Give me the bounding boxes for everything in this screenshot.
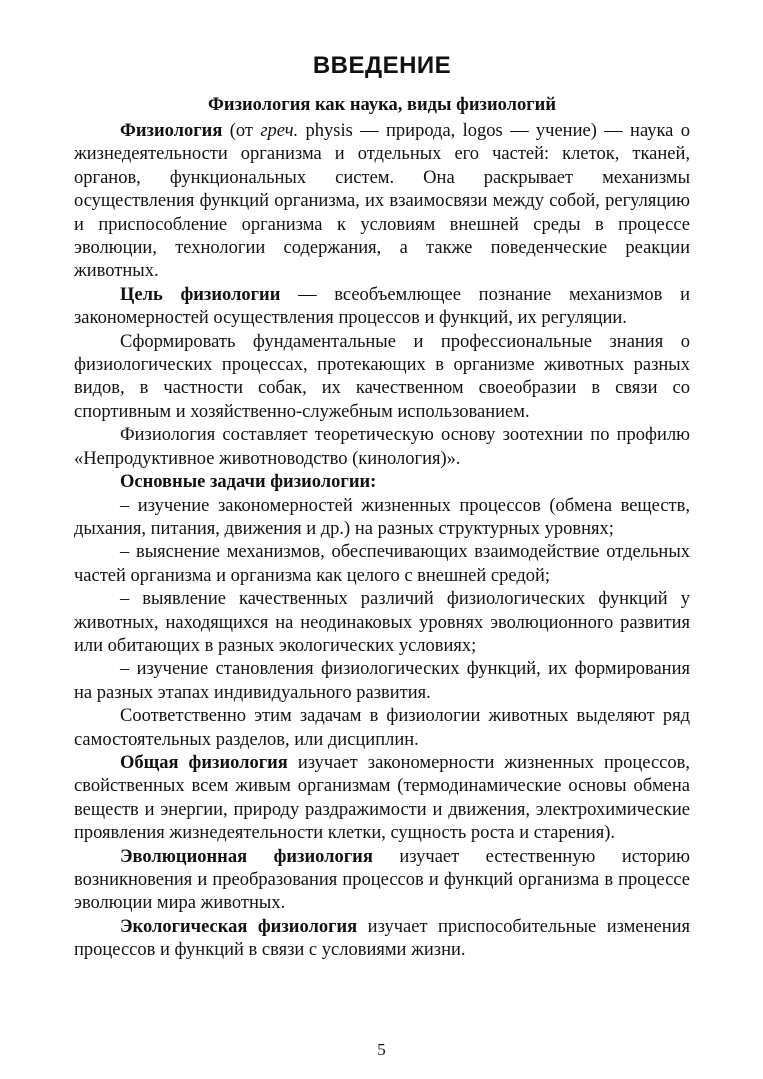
document-page (74, 52, 690, 963)
term-goal: Цель физиологии (120, 284, 281, 305)
text-span: изучает закономерности жизненных процессов, свойственных всем живым организмам (термодинамические основы обмена веществ и энергии, природу раздражимости и движения, электрохимические проявления жизнедеятельности клетки, сущность роста и старения). (74, 752, 690, 844)
section-subheading: Физиология как наука, виды физиологий (208, 95, 556, 115)
text-span: (от (222, 121, 261, 141)
text-span: physis — природа, logos — учение) — наука о жизнедеятельности организма и отдельных его частей: клеток, тканей, органов, функциональных систем. Она раскрывает механизмы осуществления функций организма, их взаимосвязи между собой, регуляцию и приспособление организма к условиям внешней среды в процессе эволюции, технологии содержания, а также поведенческие реакции животных. (74, 121, 690, 282)
paragraph-definition (74, 120, 690, 284)
term-evolutionary: Эволюционная физиология (120, 846, 373, 867)
text-span: изучает естественную историю возникновения и преобразования процессов и функций организма в процессе эволюции мира животных. (74, 846, 690, 914)
paragraph-goal (74, 284, 690, 331)
paragraph-general (74, 752, 690, 846)
term-physiology: Физиология (120, 121, 223, 141)
paragraph-ecological (74, 916, 690, 963)
term-ecological: Экологическая физиология (120, 916, 358, 937)
task-item: – изучение становления физиологических функций, их формирования на разных этапах индивидуального развития. (74, 659, 690, 703)
chapter-heading: ВВЕДЕНИЕ (312, 52, 452, 79)
task-item: – изучение закономерностей жизненных процессов (обмена веществ, дыхания, питания, движения и др.) на разных структурных уровнях; (74, 495, 690, 539)
term-general: Общая физиология (120, 752, 288, 773)
paragraph-knowledge: Сформировать фундаментальные и профессиональные знания о физиологических процессах, протекающих в организме животных разных видов, в частности собак, их качественном своеобразии в связи со спортивным и хозяйственно-служебным использованием. (74, 331, 690, 422)
text-span: — всеобъемлющее познание механизмов и закономерностей осуществления процессов и функций, их регуляции. (74, 284, 690, 329)
greek-abbrev: греч. (260, 121, 299, 141)
tasks-title (74, 471, 690, 494)
task-item: – выяснение механизмов, обеспечивающих взаимодействие отдельных частей организма и организма как целого с внешней средой; (74, 542, 690, 586)
paragraph-disciplines: Соответственно этим задачам в физиологии животных выделяют ряд самостоятельных разделов, или дисциплин. (74, 706, 690, 750)
paragraph-evolutionary (74, 846, 690, 916)
task-item: – выявление качественных различий физиологических функций у животных, находящихся на неодинаковых уровнях эволюционного развития или обитающих в разных экологических условиях; (74, 589, 690, 656)
tasks-title-text: Основные задачи физиологии: (120, 472, 377, 493)
page-number: 5 (377, 1040, 386, 1059)
text-span: изучает приспособительные изменения процессов и функций в связи с условиями жизни. (74, 916, 691, 961)
paragraph-foundation: Физиология составляет теоретическую основу зоотехнии по профилю «Непродуктивное животноводство (кинология)». (74, 425, 690, 469)
